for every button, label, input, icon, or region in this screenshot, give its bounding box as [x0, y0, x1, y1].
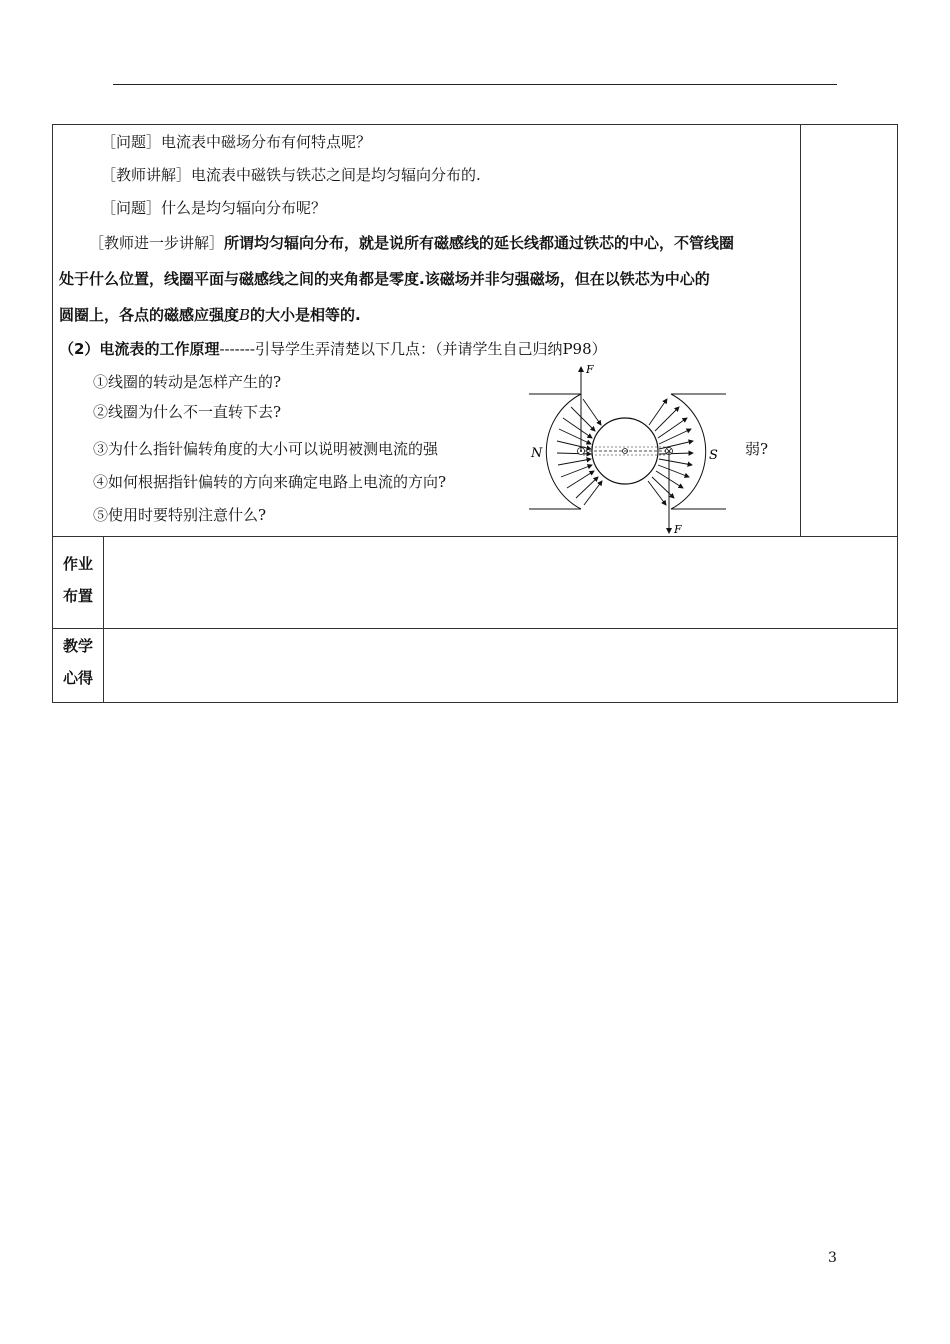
point-4: ④如何根据指针偏转的方向来确定电路上电流的方向?: [93, 473, 447, 491]
question-2: ［问题］什么是均匀辐向分布呢？: [101, 199, 327, 217]
reflection-body-cell: [103, 628, 898, 703]
answer-2-text-1: 所谓均匀辐向分布，就是说所有磁感线的延长线都通过铁芯的中心，不管线圈: [224, 234, 735, 252]
answer-2-text-3a: 圆圈上，各点的磁感应强度: [59, 306, 240, 324]
section-dashes: -------: [219, 340, 255, 358]
point-5: ⑤使用时要特别注意什么?: [93, 506, 267, 524]
reflection-label-cell: [52, 628, 104, 703]
point-3: ③为什么指针偏转角度的大小可以说明被测电流的强: [93, 440, 439, 458]
homework-label-1: 作业: [63, 555, 94, 573]
answer-1: ［教师讲解］电流表中磁铁与铁芯之间是均匀辐向分布的.: [101, 166, 481, 184]
point-2: ②线圈为什么不一直转下去?: [93, 403, 282, 421]
side-cell: [800, 124, 898, 537]
section-heading-line: [59, 338, 607, 359]
homework-body-cell: [103, 536, 898, 629]
section-title: （2）电流表的工作原理: [59, 340, 220, 358]
force-label-bottom: F: [674, 523, 682, 536]
north-pole-label: N: [531, 446, 543, 461]
point-1: ①线圈的转动是怎样产生的?: [93, 373, 282, 391]
question-1: ［问题］电流表中磁场分布有何特点呢？: [101, 133, 372, 151]
reflection-label-1: 教学: [63, 637, 94, 655]
force-label-top: F: [586, 363, 594, 376]
south-pole-label: S: [709, 448, 718, 463]
homework-label-2: 布置: [63, 587, 94, 605]
answer-2-line-3: [59, 304, 361, 325]
answer-2-text-3b: 的大小是相等的.: [250, 306, 361, 324]
header-rule: [113, 84, 837, 85]
homework-label-cell: [52, 536, 104, 629]
point-3-tail: 弱?: [745, 440, 769, 458]
answer-2-prefix: ［教师进一步讲解］: [89, 234, 225, 252]
answer-2-line-2: 处于什么位置，线圈平面与磁感线之间的夹角都是零度.该磁场并非匀强磁场，但在以铁芯为中心的: [59, 270, 710, 288]
variable-b: B: [239, 306, 251, 324]
south-pole-face: [671, 394, 706, 509]
lesson-content-cell: [52, 124, 801, 537]
answer-2-line-1: [89, 232, 734, 253]
radial-field-diagram: [521, 361, 731, 537]
section-note: 引导学生弄清楚以下几点：（并请学生自己归纳P98）: [254, 340, 607, 358]
page-number: 3: [828, 1250, 837, 1266]
reflection-label-2: 心得: [63, 669, 94, 687]
